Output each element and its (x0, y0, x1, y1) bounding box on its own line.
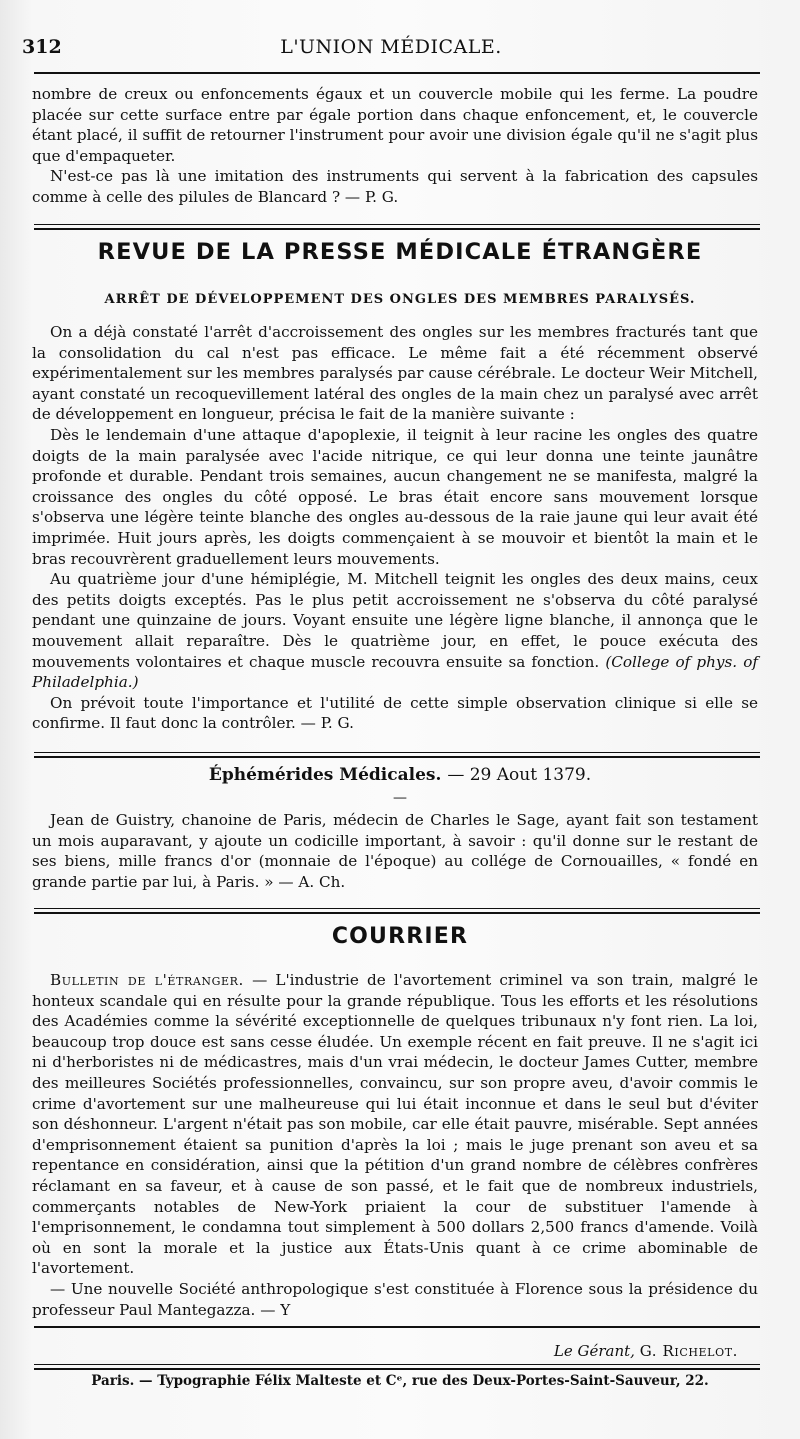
page-number: 312 (22, 36, 62, 58)
section-divider (34, 752, 760, 758)
revue-paragraph-4: On prévoit toute l'importance et l'utilité de cette simple observation clinique si elle se confirme. Il faut donc la contrôler. — P. G. (32, 693, 758, 733)
intro-section (32, 84, 758, 208)
revue-article-subtitle: ARRÊT DE DÉVELOPPEMENT DES ONGLES DES MEMBRES PARALYSÉS. (104, 292, 696, 307)
ephemerides-heading: Éphémérides Médicales. (208, 765, 442, 785)
revue-source-citation: (College of phys. of Philadelphia.) (32, 652, 758, 692)
courrier-paragraph-1 (32, 970, 758, 1279)
ephemerides-separator: — (393, 790, 407, 806)
section-divider (34, 908, 760, 914)
courrier-section-title: COURRIER (331, 924, 469, 949)
courrier-paragraph-2: — Une nouvelle Société anthropologique s'est constituée à Florence sous la présidence du professeur Paul Mantegazza. — Y (32, 1279, 758, 1319)
running-title: L'UNION MÉDICALE. (280, 36, 502, 58)
intro-paragraph-2: N'est-ce pas là une imitation des instruments qui servent à la fabrication des capsules comme à celle des pilules de Blancard ? — P. G. (32, 167, 758, 206)
section-divider (34, 224, 760, 230)
revue-paragraph-1: On a déjà constaté l'arrêt d'accroissement des ongles sur les membres fracturés tant que la consolidation du cal n'est pas efficace. Le même fait a été récemment observé expérimentalement sur les membres paralysés par cause cérébrale. Le docteur Weir Mitchell, ayant constaté un recoquevillement latéral des ongles de la main chez un paralysé avec arrêt de développement en longueur, précisa le fait de la manière suivante : (32, 323, 758, 424)
gerant-name: G. Richelot. (639, 1342, 738, 1360)
revue-paragraph-2: Dès le lendemain d'une attaque d'apoplexie, il teignit à leur racine les ongles des quatre doigts de la main paralysée avec l'acide nitrique, ce qui leur donna une teinte jaunâtre profonde et durable. Pendant trois semaines, aucun changement ne se manifesta, malgré la croissance des ongles du côté opposé. Le bras était encore sans mouvement lorsque s'observa une légère teinte blanche des ongles au-dessous de la raie jaune qui leur avait été imprimée. Huit jours après, les doigts commençaient à se mouvoir et bientôt la main et le bras recouvrèrent graduellement leurs mouvements. (32, 425, 758, 568)
gerant-label: Le Gérant, (553, 1342, 635, 1360)
page-header (22, 36, 760, 66)
revue-paragraph-3-text: Au quatrième jour d'une hémiplégie, M. Mitchell teignit les ongles des deux mains, ceux des petits doigts exceptés. Pas le plus petit accroissement ne s'observa du côté paralysé pendant une quinzaine de jours. Voyant ensuite une légère ligne blanche, il annonça que le mouvement allait reparaître. Dès le quatrième jour, en effet, le pouce exécuta des mouvements volontaires et chaque muscle recouvra ensuite sa fonction. (32, 570, 758, 671)
printer-imprint: Paris. — Typographie Félix Malteste et Cᵉ, rue des Deux-Portes-Saint-Sauveur, 22. (91, 1373, 709, 1389)
ephemerides-text: Jean de Guistry, chanoine de Paris, médecin de Charles le Sage, ayant fait son testament un mois auparavant, y ajoute un codicille important, à savoir : qu'il donne sur le restant de ses biens, mille francs d'or (monnaie de l'époque) au collége de Cornouailles, « fondé en grande partie par lui, à Paris. » — A. Ch. (32, 811, 758, 891)
header-rule (34, 72, 760, 74)
courrier-body (32, 970, 758, 1320)
revue-paragraph-3 (32, 569, 758, 693)
ephemerides-title (0, 765, 800, 785)
revue-article-body (32, 322, 758, 734)
bulletin-text: — L'industrie de l'avortement criminel va son train, malgré le honteux scandale qui en résulte pour la grande république. Tous les efforts et les résolutions des Académies comme la sévérité exceptionnelle de quelques tribunaux n'y font rien. La loi, beaucoup trop douce est sans cesse éludée. Un exemple récent en fait preuve. Il ne s'agit ici ni d'herboristes ni de médicastres, mais d'un vrai médecin, le docteur James Cutter, membre des meilleures Sociétés professionnelles, convaincu, sur son propre aveu, d'avoir commis le crime d'avortement sur une malheureuse qui lui était inconnue et dans le seul but d'éviter son déshonneur. L'argent n'était pas son mobile, car elle était pauvre, misérable. Sept années d'emprisonnement étaient sa punition d'après la loi ; mais le juge prenant son aveu et sa repentance en considération, ainsi que la pétition d'un grand nombre de célèbres confrères réclamant en sa faveur, et à cause de son passé, et le fait que de nombreux industriels, commerçants notables de New-York priaient la cour de substituer l'amende à l'emprisonnement, le condamna tout simplement à 500 dollars 2,500 francs d'amende. Voilà où en sont la morale et la justice aux États-Unis quant à ce crime abominable de l'avortement. (32, 971, 758, 1278)
footer-rule (34, 1326, 760, 1328)
footer-divider (34, 1364, 760, 1370)
bulletin-label: Bulletin de l'étranger. (50, 971, 244, 989)
ephemerides-date: — 29 Aout 1379. (447, 765, 592, 785)
revue-section-title: REVUE DE LA PRESSE MÉDICALE ÉTRANGÈRE (97, 239, 703, 265)
intro-paragraph-1: nombre de creux ou enfoncements égaux et un couvercle mobile qui les ferme. La poudre placée sur cette surface entre par égale portion dans chaque enfoncement, et, le couvercle étant placé, il suffit de retourner l'instrument pour avoir une division égale qu'il ne s'agit plus que d'empaqueter. (32, 85, 758, 165)
ephemerides-body (32, 810, 758, 892)
gerant-signature (554, 1342, 738, 1360)
